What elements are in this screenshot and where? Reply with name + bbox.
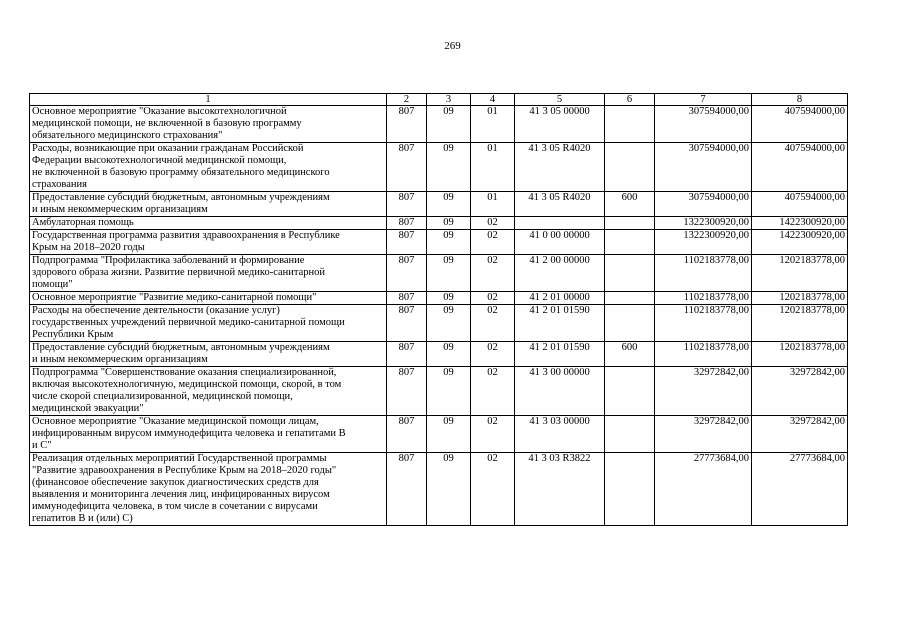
target-article-cell: 41 2 01 00000 xyxy=(515,292,605,305)
expense-type-cell xyxy=(605,416,655,453)
target-article-cell: 41 2 00 00000 xyxy=(515,255,605,292)
amount-year1-cell: 307594000,00 xyxy=(655,192,752,217)
subsection-code-cell: 02 xyxy=(471,255,515,292)
row-name-cell: Амбулаторная помощь xyxy=(30,217,387,230)
subsection-code-cell: 02 xyxy=(471,416,515,453)
target-article-cell: 41 0 00 00000 xyxy=(515,230,605,255)
column-header: 8 xyxy=(752,94,848,106)
table-row xyxy=(30,453,848,526)
section-code-cell: 09 xyxy=(427,143,471,192)
section-code-cell: 09 xyxy=(427,367,471,416)
section-code-cell: 09 xyxy=(427,305,471,342)
subsection-code-cell: 02 xyxy=(471,230,515,255)
section-code-cell: 09 xyxy=(427,416,471,453)
target-article-cell: 41 3 00 00000 xyxy=(515,367,605,416)
ministry-code-cell: 807 xyxy=(387,367,427,416)
subsection-code-cell: 02 xyxy=(471,367,515,416)
amount-year2-cell: 407594000,00 xyxy=(752,192,848,217)
row-name-cell: Государственная программа развития здравоохранения в Республике Крым на 2018–2020 годы xyxy=(30,230,387,255)
table-row xyxy=(30,255,848,292)
target-article-cell: 41 2 01 01590 xyxy=(515,342,605,367)
expense-type-cell xyxy=(605,106,655,143)
column-header: 5 xyxy=(515,94,605,106)
column-header: 4 xyxy=(471,94,515,106)
ministry-code-cell: 807 xyxy=(387,192,427,217)
row-name-cell: Основное мероприятие "Оказание высокотехнологичной медицинской помощи, не включенной в базовую программу обязательного медицинского страхования" xyxy=(30,106,387,143)
row-name-cell: Основное мероприятие "Оказание медицинской помощи лицам, инфицированным вирусом иммунодефицита человека и гепатитами В и С" xyxy=(30,416,387,453)
section-code-cell: 09 xyxy=(427,230,471,255)
subsection-code-cell: 02 xyxy=(471,453,515,526)
column-header: 3 xyxy=(427,94,471,106)
target-article-cell: 41 3 03 R3822 xyxy=(515,453,605,526)
table-row xyxy=(30,292,848,305)
subsection-code-cell: 02 xyxy=(471,305,515,342)
amount-year1-cell: 1322300920,00 xyxy=(655,230,752,255)
amount-year1-cell: 1102183778,00 xyxy=(655,255,752,292)
section-code-cell: 09 xyxy=(427,106,471,143)
amount-year1-cell: 27773684,00 xyxy=(655,453,752,526)
table-row xyxy=(30,143,848,192)
column-header: 6 xyxy=(605,94,655,106)
row-name-cell: Реализация отдельных мероприятий Государственной программы "Развитие здравоохранения в Республике Крым на 2018–2020 годы" (финансовое обеспечение закупок диагностических средств для выявления и мониторинга лечения лиц, инфицированных вирусом иммунодефицита человека, в том числе в сочетании с вирусами гепатитов В и (или) С) xyxy=(30,453,387,526)
amount-year2-cell: 32972842,00 xyxy=(752,367,848,416)
ministry-code-cell: 807 xyxy=(387,230,427,255)
table-row xyxy=(30,305,848,342)
row-name-cell: Подпрограмма "Профилактика заболеваний и формирование здорового образа жизни. Развитие первичной медико-санитарной помощи" xyxy=(30,255,387,292)
ministry-code-cell: 807 xyxy=(387,106,427,143)
subsection-code-cell: 01 xyxy=(471,106,515,143)
row-name-cell: Основное мероприятие "Развитие медико-санитарной помощи" xyxy=(30,292,387,305)
row-name-cell: Расходы, возникающие при оказании гражданам Российской Федерации высокотехнологичной медицинской помощи, не включенной в базовую программу обязательного медицинского страхования xyxy=(30,143,387,192)
amount-year1-cell: 1102183778,00 xyxy=(655,342,752,367)
amount-year2-cell: 407594000,00 xyxy=(752,106,848,143)
expense-type-cell: 600 xyxy=(605,192,655,217)
subsection-code-cell: 01 xyxy=(471,192,515,217)
ministry-code-cell: 807 xyxy=(387,255,427,292)
amount-year1-cell: 307594000,00 xyxy=(655,143,752,192)
table-row xyxy=(30,342,848,367)
section-code-cell: 09 xyxy=(427,217,471,230)
target-article-cell: 41 3 05 R4020 xyxy=(515,192,605,217)
row-name-cell: Подпрограмма "Совершенствование оказания специализированной, включая высокотехнологичную, медицинской помощи, скорой, в том числе скорой специализированной, медицинской помощи, медицинской эвакуации" xyxy=(30,367,387,416)
table-row xyxy=(30,192,848,217)
ministry-code-cell: 807 xyxy=(387,143,427,192)
expense-type-cell xyxy=(605,453,655,526)
section-code-cell: 09 xyxy=(427,342,471,367)
header-row xyxy=(30,94,848,106)
target-article-cell xyxy=(515,217,605,230)
amount-year2-cell: 407594000,00 xyxy=(752,143,848,192)
section-code-cell: 09 xyxy=(427,255,471,292)
column-header: 7 xyxy=(655,94,752,106)
ministry-code-cell: 807 xyxy=(387,416,427,453)
column-header: 1 xyxy=(30,94,387,106)
expense-type-cell xyxy=(605,255,655,292)
subsection-code-cell: 01 xyxy=(471,143,515,192)
table-row xyxy=(30,217,848,230)
ministry-code-cell: 807 xyxy=(387,217,427,230)
ministry-code-cell: 807 xyxy=(387,342,427,367)
expense-type-cell xyxy=(605,230,655,255)
amount-year2-cell: 1202183778,00 xyxy=(752,305,848,342)
expense-type-cell xyxy=(605,367,655,416)
subsection-code-cell: 02 xyxy=(471,217,515,230)
amount-year1-cell: 1102183778,00 xyxy=(655,305,752,342)
section-code-cell: 09 xyxy=(427,453,471,526)
expense-type-cell xyxy=(605,217,655,230)
subsection-code-cell: 02 xyxy=(471,292,515,305)
amount-year1-cell: 1102183778,00 xyxy=(655,292,752,305)
column-header: 2 xyxy=(387,94,427,106)
ministry-code-cell: 807 xyxy=(387,292,427,305)
amount-year1-cell: 307594000,00 xyxy=(655,106,752,143)
amount-year2-cell: 27773684,00 xyxy=(752,453,848,526)
amount-year2-cell: 1202183778,00 xyxy=(752,255,848,292)
target-article-cell: 41 3 05 00000 xyxy=(515,106,605,143)
row-name-cell: Предоставление субсидий бюджетным, автономным учреждениям и иным некоммерческим организациям xyxy=(30,342,387,367)
budget-table xyxy=(29,93,848,526)
expense-type-cell xyxy=(605,292,655,305)
amount-year1-cell: 1322300920,00 xyxy=(655,217,752,230)
table-row xyxy=(30,230,848,255)
subsection-code-cell: 02 xyxy=(471,342,515,367)
amount-year1-cell: 32972842,00 xyxy=(655,416,752,453)
row-name-cell: Предоставление субсидий бюджетным, автономным учреждениям и иным некоммерческим организациям xyxy=(30,192,387,217)
ministry-code-cell: 807 xyxy=(387,305,427,342)
amount-year1-cell: 32972842,00 xyxy=(655,367,752,416)
table-row xyxy=(30,106,848,143)
ministry-code-cell: 807 xyxy=(387,453,427,526)
target-article-cell: 41 2 01 01590 xyxy=(515,305,605,342)
expense-type-cell xyxy=(605,143,655,192)
target-article-cell: 41 3 03 00000 xyxy=(515,416,605,453)
amount-year2-cell: 1202183778,00 xyxy=(752,342,848,367)
expense-type-cell: 600 xyxy=(605,342,655,367)
amount-year2-cell: 32972842,00 xyxy=(752,416,848,453)
amount-year2-cell: 1422300920,00 xyxy=(752,230,848,255)
section-code-cell: 09 xyxy=(427,292,471,305)
row-name-cell: Расходы на обеспечение деятельности (оказание услуг) государственных учреждений первичной медико-санитарной помощи Республики Крым xyxy=(30,305,387,342)
amount-year2-cell: 1202183778,00 xyxy=(752,292,848,305)
table-row xyxy=(30,416,848,453)
table-row xyxy=(30,367,848,416)
amount-year2-cell: 1422300920,00 xyxy=(752,217,848,230)
target-article-cell: 41 3 05 R4020 xyxy=(515,143,605,192)
expense-type-cell xyxy=(605,305,655,342)
section-code-cell: 09 xyxy=(427,192,471,217)
page-number: 269 xyxy=(444,40,461,52)
